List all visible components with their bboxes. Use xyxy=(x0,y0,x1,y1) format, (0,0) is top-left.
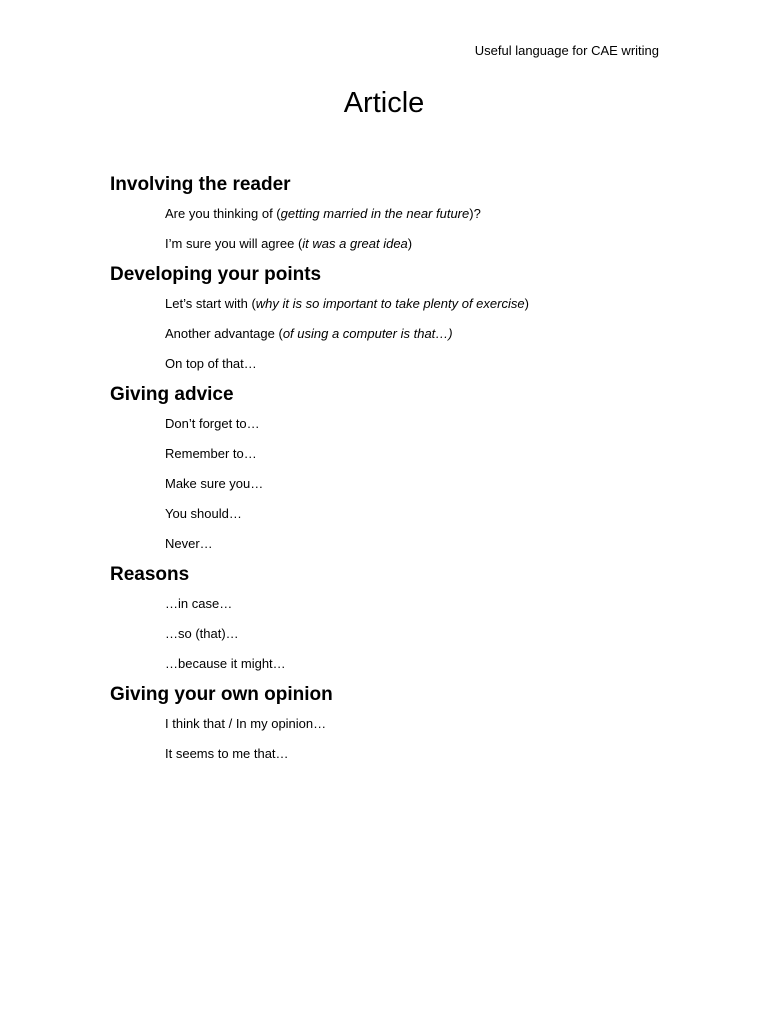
phrase-text: I’m sure you will agree ( xyxy=(165,236,303,251)
phrase-list xyxy=(110,416,710,552)
phrase-text: I think that / In my opinion… xyxy=(165,716,327,731)
section-giving-advice xyxy=(110,382,710,552)
phrase-example: it was a great idea xyxy=(302,236,408,251)
phrase-item xyxy=(110,476,710,492)
phrase-item xyxy=(110,656,710,672)
phrase-item xyxy=(110,206,710,222)
phrase-item xyxy=(110,536,710,552)
phrase-text: Are you thinking of ( xyxy=(165,206,281,221)
section-heading: Giving your own opinion xyxy=(110,684,333,705)
phrase-text: You should… xyxy=(165,506,242,521)
phrase-text: …because it might… xyxy=(165,656,286,671)
phrase-text: Make sure you… xyxy=(165,476,264,491)
phrase-item xyxy=(110,626,710,642)
phrase-example: why it is so important to take plenty of exercise xyxy=(255,296,525,311)
section-reasons xyxy=(110,562,710,672)
phrase-text-end: ) xyxy=(524,296,529,311)
phrase-list xyxy=(110,296,710,372)
section-developing-points xyxy=(110,262,710,372)
section-heading: Developing your points xyxy=(110,264,322,285)
phrase-text: …so (that)… xyxy=(165,626,239,641)
section-heading: Reasons xyxy=(110,564,190,585)
section-involving-reader xyxy=(110,172,710,252)
document-body xyxy=(110,172,710,772)
phrase-item xyxy=(110,296,710,312)
phrase-list xyxy=(110,596,710,672)
section-heading: Giving advice xyxy=(110,384,234,405)
section-own-opinion xyxy=(110,682,710,762)
phrase-list xyxy=(110,206,710,252)
phrase-item xyxy=(110,356,710,372)
phrase-item xyxy=(110,716,710,732)
phrase-item xyxy=(110,416,710,432)
phrase-text: …in case… xyxy=(165,596,233,611)
page-title: Article xyxy=(343,87,425,119)
phrase-text: It seems to me that… xyxy=(165,746,289,761)
phrase-text: Remember to… xyxy=(165,446,257,461)
phrase-text: Let’s start with ( xyxy=(165,296,256,311)
phrase-item xyxy=(110,236,710,252)
phrase-item xyxy=(110,326,710,342)
phrase-text-end: ) xyxy=(407,236,413,251)
phrase-text: Another advantage ( xyxy=(165,326,283,341)
phrase-text: Never… xyxy=(165,536,213,551)
header-note: Useful language for CAE writing xyxy=(474,43,659,58)
phrase-example: of using a computer is that…) xyxy=(282,326,453,341)
phrase-list xyxy=(110,716,710,762)
phrase-text: On top of that… xyxy=(165,356,257,371)
phrase-item xyxy=(110,506,710,522)
section-heading: Involving the reader xyxy=(110,174,291,195)
phrase-item xyxy=(110,596,710,612)
phrase-item xyxy=(110,446,710,462)
phrase-item xyxy=(110,746,710,762)
phrase-text-end: )? xyxy=(469,206,481,221)
phrase-text: Don’t forget to… xyxy=(165,416,260,431)
phrase-example: getting married in the near future xyxy=(280,206,470,221)
